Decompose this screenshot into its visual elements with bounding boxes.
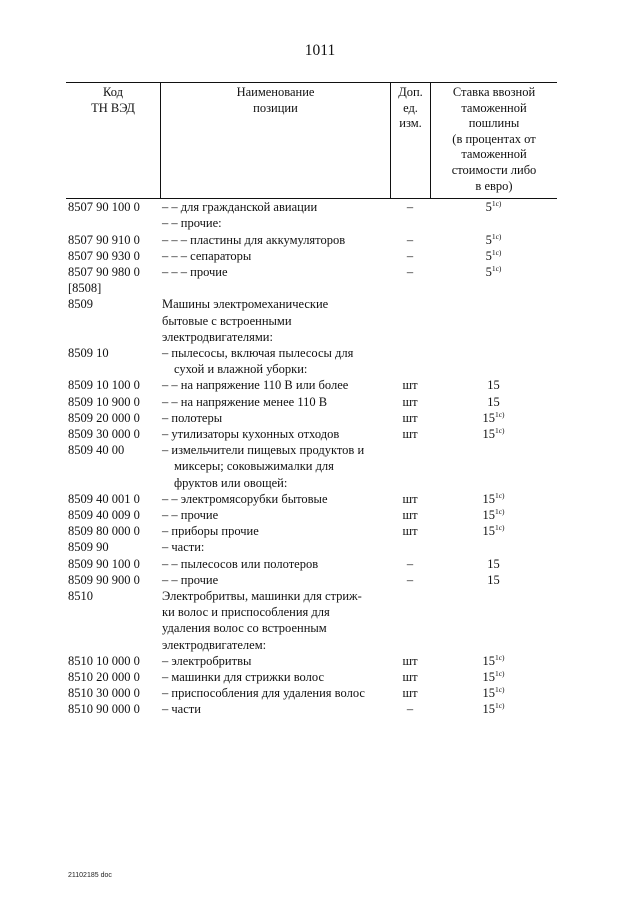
row-code: 8507 90 100 0 [68, 200, 140, 215]
row-unit [390, 588, 430, 653]
row-code: 8509 10 [68, 345, 109, 360]
row-code: 8509 30 000 0 [68, 427, 140, 441]
row-name [160, 264, 390, 280]
row-code: 8509 90 [68, 540, 109, 555]
row-name [160, 523, 390, 539]
row-rate [430, 523, 557, 539]
row-name-line: удаления волос со встроенным [162, 621, 327, 636]
row-code: 8509 40 001 0 [68, 491, 140, 506]
table-body [66, 199, 557, 718]
row-unit: шт [402, 378, 418, 393]
row-unit: – [406, 232, 414, 247]
rate-value: 15 [487, 556, 500, 571]
row-unit: шт [402, 508, 418, 523]
rate-value: 15 [482, 702, 495, 717]
row-rate [430, 572, 557, 588]
header-name-text: Наименование позиции [236, 85, 315, 115]
table-row [66, 523, 557, 539]
row-code: 8507 90 910 0 [68, 232, 140, 247]
row-rate [430, 377, 557, 393]
row-name-line: – – для гражданской авиации [162, 200, 318, 215]
table-row [66, 588, 557, 653]
row-name [160, 442, 390, 491]
row-rate [430, 280, 557, 296]
row-name [160, 248, 390, 264]
rate-value: 15 [482, 427, 495, 441]
rate-value: 15 [482, 508, 495, 523]
row-unit [390, 280, 430, 296]
row-name-line: электродвигателями: [162, 329, 273, 344]
table-row [66, 410, 557, 426]
row-unit: – [406, 702, 414, 717]
table-row [66, 653, 557, 669]
rate-footnote: 1с) [494, 490, 505, 500]
header-code [66, 83, 160, 198]
rate-value: 5 [485, 264, 492, 279]
table-row [66, 296, 557, 345]
row-name-line: Машины электромеханические [162, 297, 329, 312]
rate-footnote: 1с) [494, 685, 505, 695]
row-name [160, 296, 390, 345]
row-name-line: – измельчители пищевых продуктов и [162, 443, 365, 458]
row-unit [390, 296, 430, 345]
row-name [160, 377, 390, 393]
row-rate [430, 199, 557, 215]
row-unit: шт [402, 410, 418, 425]
row-code: 8507 90 980 0 [68, 264, 140, 279]
rate-value: 5 [485, 248, 492, 263]
row-code: 8507 90 930 0 [68, 248, 140, 263]
row-unit: шт [402, 524, 418, 539]
row-name-line: – – на напряжение менее 110 В [162, 394, 328, 409]
row-name [160, 426, 390, 442]
footer-note: 21102185 doc [68, 872, 112, 879]
rate-footnote: 1с) [494, 507, 505, 517]
row-unit [390, 345, 430, 377]
row-rate [430, 426, 557, 442]
row-name-line: – – прочие [162, 508, 219, 523]
row-name-line: – – – прочие [162, 264, 228, 279]
row-unit [390, 215, 430, 231]
rate-footnote: 1с) [491, 231, 502, 241]
row-rate [430, 394, 557, 410]
rate-value: 5 [485, 232, 492, 247]
row-unit [390, 442, 430, 491]
row-rate [430, 556, 557, 572]
row-name [160, 215, 390, 231]
row-name-line: фруктов или овощей: [174, 475, 288, 490]
row-name-line: сухой и влажной уборки: [174, 362, 308, 377]
page-number: 1011 [304, 42, 336, 59]
row-unit: – [406, 200, 414, 215]
table-row [66, 232, 557, 248]
table-row [66, 685, 557, 701]
row-unit: шт [402, 653, 418, 668]
header-unit-text: Доп. ед. изм. [398, 85, 423, 131]
rate-value: 15 [482, 524, 495, 539]
row-code: 8509 80 000 0 [68, 524, 140, 539]
table-row [66, 248, 557, 264]
table-row [66, 264, 557, 280]
table-row [66, 701, 557, 717]
row-code: 8509 20 000 0 [68, 410, 140, 425]
row-rate [430, 345, 557, 377]
row-name [160, 669, 390, 685]
table-row [66, 394, 557, 410]
row-rate [430, 653, 557, 669]
row-name-line: – – прочие: [162, 216, 222, 231]
row-code: 8509 40 009 0 [68, 508, 140, 523]
header-unit [390, 83, 430, 198]
row-unit: – [406, 572, 414, 587]
row-unit: шт [402, 491, 418, 506]
table-row [66, 199, 557, 215]
row-rate [430, 491, 557, 507]
table-row [66, 556, 557, 572]
rate-value: 15 [482, 653, 495, 668]
row-rate [430, 685, 557, 701]
row-code [66, 215, 160, 231]
row-code: 8509 10 900 0 [68, 394, 140, 409]
row-name-line: бытовые с встроенными [162, 313, 292, 328]
rate-value: 5 [485, 200, 492, 215]
row-unit: шт [402, 686, 418, 701]
header-rate [430, 83, 557, 198]
row-name [160, 232, 390, 248]
row-name [160, 394, 390, 410]
table-row [66, 280, 557, 296]
row-name-line: – – на напряжение 110 В или более [162, 378, 349, 393]
row-name [160, 345, 390, 377]
row-name-line: – утилизаторы кухонных отходов [162, 427, 340, 441]
rate-value: 15 [482, 410, 495, 425]
rate-footnote: 1с) [494, 669, 505, 679]
rate-footnote: 1с) [491, 199, 502, 209]
row-rate [430, 264, 557, 280]
row-rate [430, 248, 557, 264]
row-name-line: – электробритвы [162, 653, 252, 668]
row-rate [430, 410, 557, 426]
row-name-line: ки волос и приспособления для [162, 605, 330, 620]
row-code: [8508] [68, 281, 102, 296]
row-name-line: Электробритвы, машинки для стриж- [162, 589, 362, 604]
rate-footnote: 1с) [491, 247, 502, 257]
row-unit: шт [402, 394, 418, 409]
tariff-table [66, 82, 557, 718]
row-name-line: – части [162, 702, 201, 717]
row-name [160, 556, 390, 572]
table-header [66, 82, 557, 199]
row-rate [430, 701, 557, 717]
row-name-line: электродвигателем: [162, 637, 267, 652]
table-row [66, 539, 557, 555]
row-unit: – [406, 264, 414, 279]
row-name [160, 588, 390, 653]
table-row [66, 215, 557, 231]
row-rate [430, 232, 557, 248]
row-name-line: – части: [162, 540, 205, 555]
row-rate [430, 539, 557, 555]
header-rate-text: Ставка ввозной таможенной пошлины (в процентах от таможенной стоимости либо в евро) [451, 85, 537, 193]
row-code: 8509 10 100 0 [68, 378, 140, 393]
row-name [160, 507, 390, 523]
row-name [160, 410, 390, 426]
row-name-line: – пылесосы, включая пылесосы для [162, 345, 354, 360]
row-name-line: – машинки для стрижки волос [162, 670, 324, 685]
rate-value: 15 [487, 394, 500, 409]
row-name [160, 491, 390, 507]
row-name-line: – – электромясорубки бытовые [162, 491, 328, 506]
rate-footnote: 1с) [494, 409, 505, 419]
row-unit: шт [402, 427, 418, 441]
row-name [160, 685, 390, 701]
row-unit [390, 539, 430, 555]
row-name-line: миксеры; соковыжималки для [174, 459, 334, 474]
row-name-line: – – прочие [162, 572, 219, 587]
rate-value: 15 [487, 572, 500, 587]
row-name-line: – приспособления для удаления волос [162, 686, 365, 701]
table-row [66, 426, 557, 442]
row-rate [430, 215, 557, 231]
row-code: 8509 90 900 0 [68, 572, 140, 587]
row-code: 8510 20 000 0 [68, 670, 140, 685]
row-rate [430, 442, 557, 491]
row-name-line: – приборы прочие [162, 524, 259, 539]
header-code-text: Код ТН ВЭД [91, 85, 135, 115]
row-unit: шт [402, 670, 418, 685]
table-row [66, 572, 557, 588]
row-name [160, 572, 390, 588]
row-name [160, 539, 390, 555]
rate-footnote: 1с) [494, 652, 505, 662]
row-name [160, 701, 390, 717]
row-code: 8510 10 000 0 [68, 653, 140, 668]
table-row [66, 491, 557, 507]
rate-value: 15 [482, 491, 495, 506]
table-row [66, 669, 557, 685]
row-rate [430, 507, 557, 523]
table-row [66, 377, 557, 393]
row-unit: – [406, 556, 414, 571]
table-row [66, 442, 557, 491]
row-code: 8509 [68, 297, 93, 312]
row-name-line: – – – сепараторы [162, 248, 252, 263]
row-code: 8510 30 000 0 [68, 686, 140, 701]
header-name [160, 83, 390, 198]
row-code: 8509 40 00 [68, 443, 125, 458]
row-unit: – [406, 248, 414, 263]
row-name [160, 653, 390, 669]
row-rate [430, 669, 557, 685]
row-name [160, 199, 390, 215]
rate-footnote: 1с) [491, 263, 502, 273]
row-code: 8509 90 100 0 [68, 556, 140, 571]
row-name-line: – – – пластины для аккумуляторов [162, 232, 346, 247]
row-rate [430, 296, 557, 345]
row-code: 8510 [68, 589, 93, 604]
row-name [160, 280, 390, 296]
row-name-line: – полотеры [162, 410, 223, 425]
table-row [66, 507, 557, 523]
row-name-line [162, 280, 384, 296]
row-rate [430, 588, 557, 653]
rate-footnote: 1с) [494, 426, 505, 435]
row-code: 8510 90 000 0 [68, 702, 140, 717]
rate-value: 15 [482, 686, 495, 701]
row-name-line: – – пылесосов или полотеров [162, 556, 319, 571]
table-row [66, 345, 557, 377]
rate-value: 15 [482, 670, 495, 685]
rate-value: 15 [487, 378, 500, 393]
rate-footnote: 1с) [494, 701, 505, 711]
rate-footnote: 1с) [494, 523, 505, 533]
